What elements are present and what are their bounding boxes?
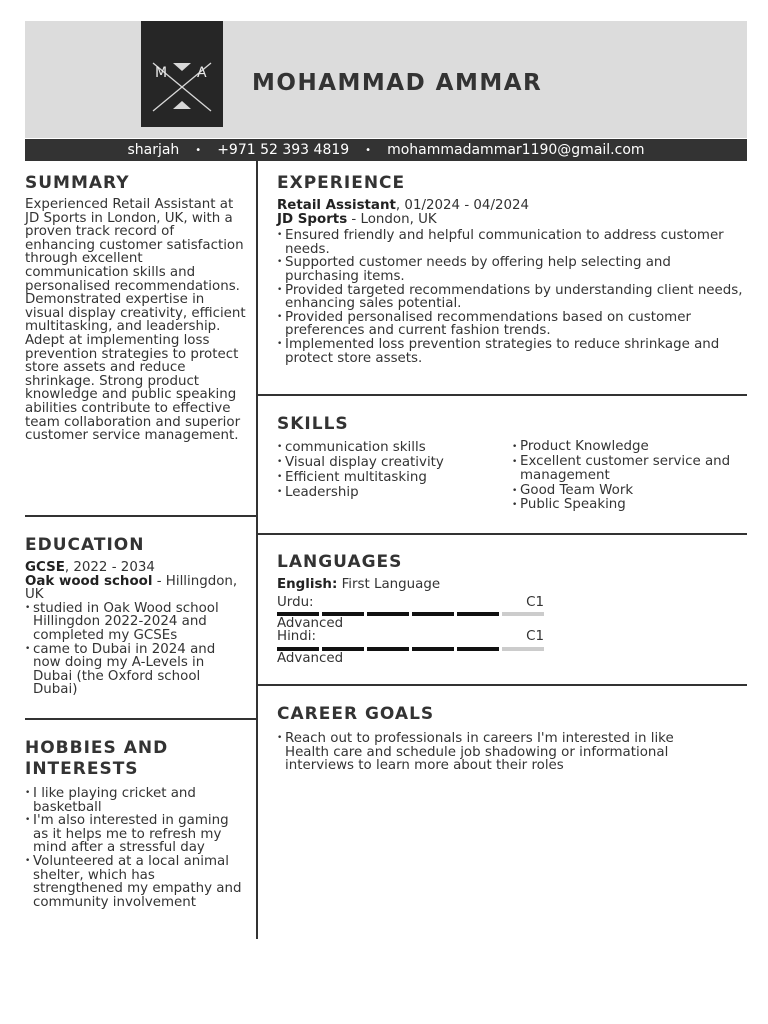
contact-phone: +971 52 393 4819	[217, 142, 350, 158]
contact-email: mohammadammar1190@gmail.com	[387, 142, 645, 158]
education-block	[25, 561, 247, 697]
list-item: • Public Speaking	[512, 498, 747, 513]
list-item: • Ensured friendly and helpful communication to address customer needs.	[277, 229, 747, 256]
language-row-urdu	[277, 595, 544, 610]
list-item: • Excellent customer service and management	[512, 455, 747, 484]
experience-location: - London, UK	[347, 211, 437, 227]
section-divider	[256, 533, 747, 535]
education-school: Oak wood school	[25, 573, 153, 589]
list-item: • Volunteered at a local animal shelter, which has strengthened my empathy and community involvement	[25, 855, 247, 909]
list-item: • Efficient multitasking	[277, 470, 505, 485]
monogram-cross-icon	[141, 21, 223, 127]
hobbies-bullets	[25, 787, 247, 909]
language-native-value: First Language	[337, 577, 441, 592]
experience-dates: , 01/2024 - 04/2024	[395, 198, 530, 213]
summary-title: SUMMARY	[25, 173, 130, 193]
contact-bar	[25, 139, 747, 161]
language-row-hindi	[277, 629, 544, 644]
list-item: • Provided targeted recommendations by understanding client needs, enhancing sales potential.	[277, 284, 747, 311]
list-item: • Reach out to professionals in careers I'm interested in like Health care and schedule job shadowing or informational interviews to learn more about their roles	[277, 732, 717, 773]
list-item: • Good Team Work	[512, 484, 747, 499]
experience-role-line	[277, 199, 747, 213]
list-item: • Implemented loss prevention strategies to reduce shrinkage and protect store assets.	[277, 338, 747, 365]
career-goals-title: CAREER GOALS	[277, 704, 435, 724]
list-item: • Supported customer needs by offering help selecting and purchasing items.	[277, 256, 747, 283]
language-name: Urdu:	[277, 595, 314, 610]
skills-left-column	[277, 440, 505, 500]
list-item: • Leadership	[277, 485, 505, 500]
language-desc: Advanced	[277, 651, 344, 666]
section-divider	[25, 718, 256, 720]
career-goals-bullets	[277, 732, 717, 773]
education-bullets	[25, 602, 247, 697]
language-level: C1	[526, 629, 544, 644]
list-item: • Provided personalised recommendations based on customer preferences and current fashion trends.	[277, 311, 747, 338]
list-item: • I like playing cricket and basketball	[25, 787, 247, 814]
language-native	[277, 577, 544, 592]
skills-left-list	[277, 440, 505, 500]
list-item: • Visual display creativity	[277, 455, 505, 470]
experience-company-line	[277, 213, 747, 227]
experience-role: Retail Assistant	[277, 198, 396, 213]
logo-initial-second: A	[197, 65, 208, 81]
education-school-line	[25, 575, 247, 602]
skills-right-list	[512, 440, 747, 513]
candidate-name: MOHAMMAD AMMAR	[252, 70, 543, 96]
list-item: • communication skills	[277, 440, 505, 455]
language-level: C1	[526, 595, 544, 610]
language-name: Hindi:	[277, 629, 317, 644]
section-divider	[256, 394, 747, 396]
education-degree-line	[25, 561, 247, 575]
monogram-logo	[141, 21, 223, 127]
contact-city: sharjah	[127, 142, 180, 158]
column-divider	[256, 161, 258, 939]
education-qualification: GCSE	[25, 560, 65, 575]
list-item: • I'm also interested in gaming as it helps me to refresh my mind after a stressful day	[25, 814, 247, 855]
experience-company: JD Sports	[277, 211, 348, 227]
list-item: • Product Knowledge	[512, 440, 747, 455]
section-divider	[256, 684, 747, 686]
summary-text: Experienced Retail Assistant at JD Sports in London, UK, with a proven track record of enhancing customer satisfaction through excellent communication skills and personalised recommendations. Demonstrated expertise in visual display creativity, efficient multitasking, and leadership. Adept at implementing loss prevention strategies to protect store assets and reduce shrinkage. Strong product knowledge and public speaking abilities contribute to effective team collaboration and superior customer service management.	[25, 197, 246, 444]
education-dates: , 2022 - 2034	[64, 560, 155, 575]
language-native-label: English:	[277, 577, 338, 592]
languages-title: LANGUAGES	[277, 552, 403, 572]
contact-separator: •	[195, 144, 202, 156]
hobbies-title: HOBBIES AND INTERESTS	[25, 738, 169, 779]
section-divider	[25, 515, 256, 517]
experience-title: EXPERIENCE	[277, 173, 406, 193]
skills-title: SKILLS	[277, 414, 349, 434]
education-title: EDUCATION	[25, 535, 145, 555]
experience-bullets	[277, 229, 747, 365]
education-location: - Hillingdon, UK	[25, 573, 238, 603]
experience-block	[277, 199, 747, 365]
skills-right-column	[512, 440, 747, 513]
list-item: • studied in Oak Wood school Hillingdon 2022-2024 and completed my GCSEs	[25, 602, 247, 643]
hobbies-block	[25, 787, 247, 909]
language-desc: Advanced	[277, 616, 344, 631]
logo-initial-first: M	[155, 65, 169, 81]
list-item: • came to Dubai in 2024 and now doing my A-Levels in Dubai (the Oxford school Dubai)	[25, 643, 247, 697]
contact-separator: •	[365, 144, 372, 156]
career-goals-block	[277, 732, 717, 773]
